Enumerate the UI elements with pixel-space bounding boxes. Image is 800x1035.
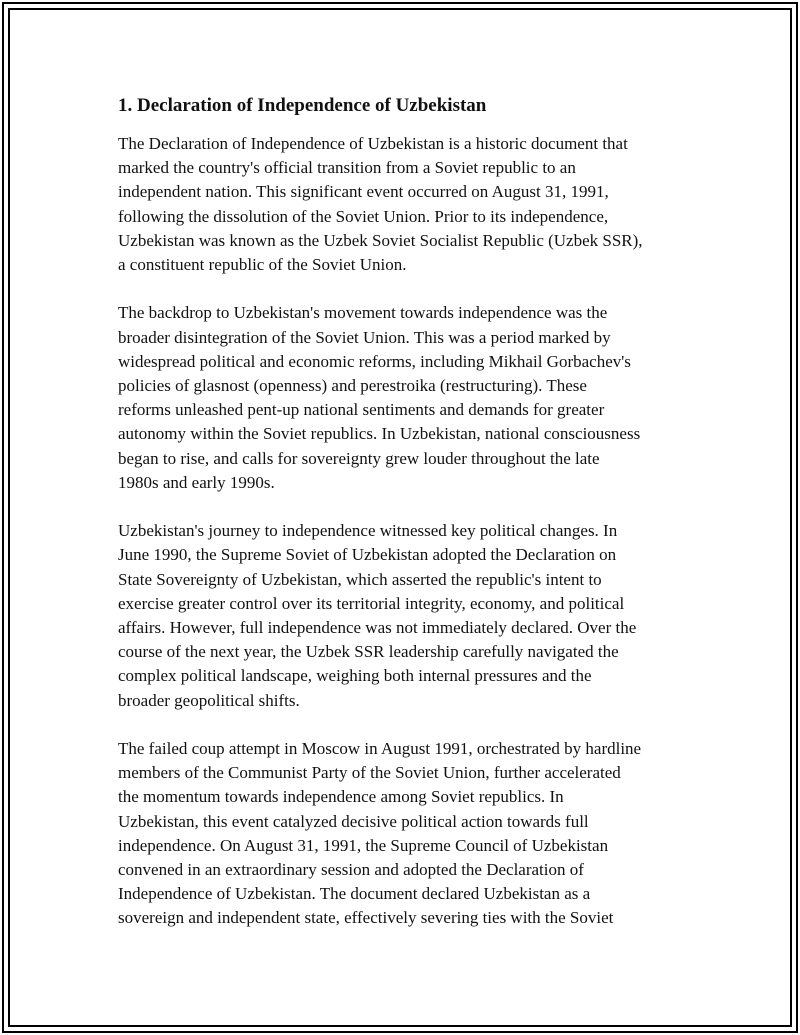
text-line: independent nation. This significant event occurred on August 31, 1991,	[118, 182, 609, 202]
text-line: Uzbekistan was known as the Uzbek Soviet Socialist Republic (Uzbek SSR),	[118, 230, 643, 250]
text-line: The Declaration of Independence of Uzbekistan is a historic document that	[118, 134, 628, 153]
text-line: sovereign and independent state, effectively severing ties with the Soviet	[118, 908, 614, 928]
paragraph-2	[118, 301, 698, 495]
text-line: The failed coup attempt in Moscow in August 1991, orchestrated by hardline	[118, 739, 642, 759]
text-line: reforms unleashed pent-up national sentiments and demands for greater	[118, 400, 605, 420]
text-line: autonomy within the Soviet republics. In Uzbekistan, national consciousness	[118, 424, 641, 444]
text-line: the momentum towards independence among Soviet republics. In	[118, 787, 564, 807]
text-line: policies of glasnost (openness) and perestroika (restructuring). These	[118, 376, 587, 396]
text-line: complex political landscape, weighing both internal pressures and the	[118, 666, 592, 686]
paragraph-4	[118, 737, 698, 931]
paragraph-1	[118, 132, 698, 277]
text-line: marked the country's official transition from a Soviet republic to an	[118, 158, 576, 178]
text-line: exercise greater control over its territorial integrity, economy, and political	[118, 593, 625, 613]
text-line: Uzbekistan, this event catalyzed decisive political action towards full	[118, 811, 589, 831]
text-line: a constituent republic of the Soviet Union.	[118, 255, 407, 275]
text-line: convened in an extraordinary session and adopted the Declaration of	[118, 860, 584, 880]
text-line: 1980s and early 1990s.	[118, 472, 275, 492]
document-body	[118, 92, 698, 955]
text-line: members of the Communist Party of the Soviet Union, further accelerated	[118, 763, 621, 783]
text-line: Independence of Uzbekistan. The document declared Uzbekistan as a	[118, 884, 591, 904]
text-line: affairs. However, full independence was not immediately declared. Over the	[118, 618, 637, 638]
text-line: State Sovereignty of Uzbekistan, which asserted the republic's intent to	[118, 569, 602, 589]
section-heading: 1. Declaration of Independence of Uzbekistan	[118, 95, 487, 116]
text-line: independence. On August 31, 1991, the Supreme Council of Uzbekistan	[118, 835, 609, 855]
text-line: broader geopolitical shifts.	[118, 690, 300, 710]
text-line: widespread political and economic reforms, including Mikhail Gorbachev's	[118, 351, 631, 371]
text-line: broader disintegration of the Soviet Union. This was a period marked by	[118, 327, 611, 347]
text-line: Uzbekistan's journey to independence witnessed key political changes. In	[118, 521, 618, 541]
text-line: The backdrop to Uzbekistan's movement towards independence was the	[118, 303, 608, 323]
text-line: began to rise, and calls for sovereignty grew louder throughout the late	[118, 448, 600, 468]
text-line: following the dissolution of the Soviet Union. Prior to its independence,	[118, 206, 609, 226]
text-line: course of the next year, the Uzbek SSR leadership carefully navigated the	[118, 642, 619, 662]
text-line: June 1990, the Supreme Soviet of Uzbekistan adopted the Declaration on	[118, 545, 617, 565]
paragraph-3	[118, 519, 698, 713]
